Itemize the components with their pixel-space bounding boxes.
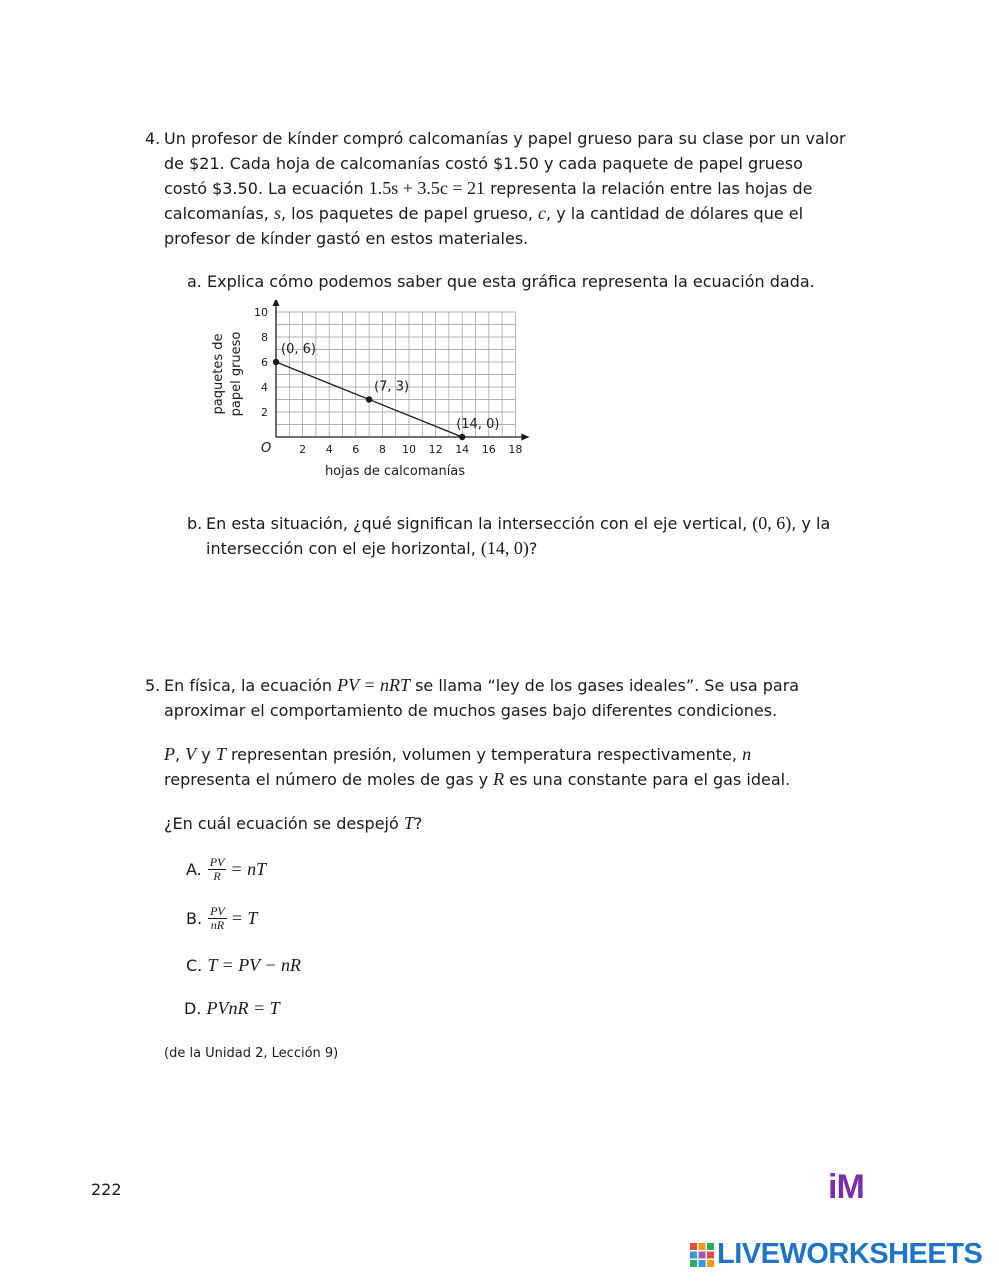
option-b-label: B. — [186, 908, 203, 928]
option-d-label: D. — [184, 999, 202, 1018]
option-a-label: A. — [186, 859, 202, 879]
option-b-rest: = T — [230, 907, 258, 928]
x-tick-label: 10 — [402, 443, 416, 456]
y-axis-label-line-2: papel grueso — [229, 331, 244, 417]
y-tick-label: 6 — [261, 356, 268, 369]
x-tick-label: 8 — [378, 443, 386, 456]
question-4 — [145, 126, 865, 251]
x-tick-label: 18 — [508, 443, 523, 456]
liveworksheets-brand[interactable] — [690, 1238, 982, 1271]
source-note: (de la Unidad 2, Lección 9) — [164, 1046, 339, 1061]
data-point — [366, 396, 372, 402]
question-5-number: 5. — [145, 676, 161, 695]
part-b-label: b. — [187, 514, 203, 533]
x-axis-label: hojas de calcomanías — [324, 464, 466, 479]
x-tick-label: 14 — [455, 443, 470, 456]
q4-line-2: de $21. Cada hoja de calcomanías costó $1.50 y cada paquete de papel grueso — [164, 154, 803, 173]
y-tick-label: 2 — [261, 406, 268, 419]
part-b: b. En esta situación, ¿qué significan la intersección con el eje vertical, (0, 6), y la intersección con el eje horizontal, (14, 0)? — [187, 513, 831, 558]
origin-label: O — [261, 441, 272, 456]
option-a-fraction: $\frac{PV}{R}$ — [209, 854, 225, 883]
y-tick-label: 8 — [261, 331, 268, 344]
chart-points — [273, 342, 500, 440]
q4-line-5: profesor de kínder gastó en estos materiales. — [164, 229, 529, 248]
option-b-fraction: $\frac{PV}{nR}$ — [210, 903, 225, 932]
x-tick-label: 4 — [325, 443, 333, 456]
liveworksheets-text: LIVEWORKSHEETS — [717, 1238, 983, 1270]
x-tick-label: 2 — [299, 443, 307, 456]
option-a-rest: = nT — [230, 858, 267, 879]
y-axis-arrow — [273, 300, 280, 306]
horizontal-intercept: (14, 0) — [480, 538, 529, 558]
option-d-expression: PVnR = T — [206, 998, 280, 1018]
x-tick-label: 16 — [481, 443, 496, 456]
option-a[interactable] — [186, 852, 266, 886]
part-a-label: a. — [187, 272, 202, 291]
data-point — [459, 434, 465, 440]
variables-paragraph: P, V y T representan presión, volumen y temperatura respectivamente, n representa el número de moles de gas y R es una constante para el gas ideal. — [164, 744, 791, 789]
q4-line-3: costó $3.50. La ecuación 1.5s + 3.5c = 21 representa la relación entre las hojas de — [164, 178, 813, 198]
question-5: 5. En física, la ecuación PV = nRT se llama “ley de los gases ideales”. Se usa para aproximar el comportamiento de muchos gases bajo diferentes condiciones. — [145, 675, 800, 720]
y-tick-label: 4 — [261, 381, 268, 394]
data-point-label: (7, 3) — [374, 379, 410, 395]
data-point — [273, 359, 279, 365]
q4-line-1: Un profesor de kínder compró calcomanías y papel grueso para su clase por un valor — [164, 129, 846, 148]
option-d[interactable] — [184, 996, 280, 1021]
im-logo: iM — [828, 1168, 864, 1206]
y-axis-label-line-1: paquetes de — [211, 333, 226, 415]
data-point-label: (14, 0) — [456, 417, 500, 432]
part-a-text: Explica cómo podemos saber que esta gráfica representa la ecuación dada. — [206, 272, 815, 291]
option-c[interactable] — [186, 953, 301, 978]
equation: 1.5s + 3.5c = 21 — [368, 178, 485, 198]
q4-line-4: calcomanías, s, los paquetes de papel grueso, c, y la cantidad de dólares que el — [164, 203, 804, 223]
ideal-gas-equation: PV = nRT — [337, 675, 410, 695]
question-4-number: 4. — [145, 129, 161, 148]
page-number: 222 — [91, 1180, 122, 1199]
option-c-expression: T = PV − nR — [207, 955, 301, 975]
line-chart — [200, 300, 540, 490]
liveworksheets-grid-icon — [690, 1243, 714, 1267]
vertical-intercept: (0, 6) — [752, 513, 792, 533]
part-a — [187, 269, 867, 294]
y-tick-label: 10 — [254, 306, 268, 319]
x-axis-arrow — [521, 434, 529, 441]
question-prompt: ¿En cuál ecuación se despejó T? — [164, 813, 423, 833]
data-point-label: (0, 6) — [281, 342, 316, 357]
x-tick-label: 12 — [428, 443, 443, 456]
x-tick-label: 6 — [352, 443, 360, 456]
option-b[interactable] — [186, 901, 257, 935]
option-c-label: C. — [186, 956, 203, 975]
